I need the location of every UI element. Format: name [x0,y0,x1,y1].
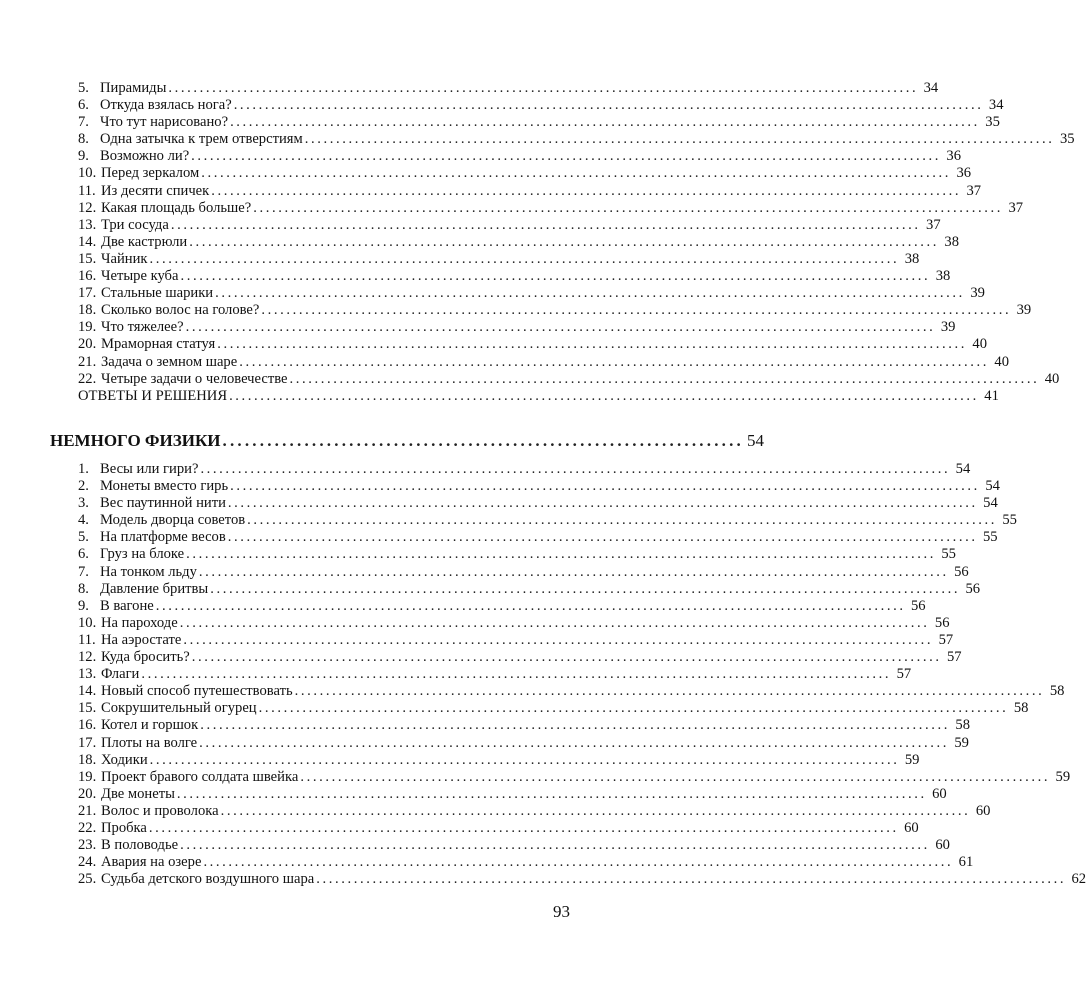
entry-number: 22. [78,370,97,387]
dot-leader: ........................................................................................................................ [230,478,980,495]
dot-leader: ........................................................................................................................ [253,199,1004,216]
entry-title: Из десяти спичек [101,182,210,199]
entry-page-number: 37 [1008,199,1024,216]
entry-number: 19. [78,768,97,785]
entry-page-number: 36 [956,165,972,182]
entry-number: 8. [78,131,89,148]
entry-number: 8. [78,580,89,597]
entry-title: Куда бросить? [101,649,190,666]
dot-leader: ........................................................................................................................ [185,319,936,336]
entry-page-number: 58 [1013,700,1029,717]
entry-page-number: 39 [1016,302,1032,319]
dot-leader: ........................................................................................................................ [233,97,984,114]
toc-entry[interactable] [78,837,950,854]
entry-page-number: 54 [985,478,1000,495]
entry-number: 21. [78,353,97,370]
dot-leader: ........................................................................................................................ [203,854,954,871]
entry-number: 7. [78,114,89,131]
entry-title: Пирамиды [100,80,167,96]
toc-entry[interactable] [78,97,1004,114]
entry-title: На аэростате [101,631,182,648]
dot-leader: ........................................................................................................................ [170,216,921,233]
toc-entry[interactable] [78,216,941,234]
entry-page-number: 57 [946,649,962,666]
section-heading[interactable] [50,430,764,452]
page-number: 93 [553,902,570,921]
dot-leader: ...................................................................... [222,431,744,450]
entry-title: Вес паутинной нити [100,495,226,512]
toc-entry[interactable] [78,614,950,632]
dot-leader: ........................................................................................................................ [168,80,919,96]
entry-number: 12. [78,649,97,666]
dot-leader: ........................................................................................................................ [179,614,930,631]
toc-entry[interactable] [78,819,919,837]
dot-leader: ........................................................................................................................ [316,871,1067,888]
entry-page-number: 60 [904,819,919,836]
entry-title: Груз на блоке [100,546,185,563]
dot-leader: ........................................................................................................................ [227,495,978,512]
dot-leader: ........................................................................................................................ [239,353,990,370]
entry-page-number: 40 [994,353,1010,370]
dot-leader: ........................................................................................................................ [191,148,941,165]
toc-entry[interactable] [78,250,920,268]
entry-title: В вагоне [100,597,154,614]
entry-page-number: 56 [954,563,969,580]
toc-entry[interactable] [78,370,1060,388]
toc-entry[interactable] [78,871,1086,888]
entry-title: Пробка [101,819,147,836]
entry-page-number: 35 [985,114,1000,131]
entry-title: Задача о земном шаре [101,353,238,370]
entry-title: Чайник [101,250,148,267]
entry-page-number: 62 [1071,871,1086,888]
entry-page-number: 36 [946,148,961,165]
entry-number: 20. [78,336,97,353]
entry-number: 13. [78,666,97,683]
entry-title: Возможно ли? [100,148,190,165]
entry-page-number: 39 [970,285,985,302]
entry-number: 4. [78,512,89,529]
entry-page-number: 54 [955,461,971,477]
toc-entry[interactable] [78,546,956,563]
entry-page-number: 39 [940,319,956,336]
dot-leader: ........................................................................................................................ [229,387,979,404]
dot-leader: ........................................................................................................................ [186,546,936,563]
entry-page-number: 59 [1055,768,1071,785]
entry-page-number: 38 [935,268,951,285]
entry-number: 13. [78,216,97,233]
toc-entry[interactable] [78,854,974,871]
entry-number: 11. [78,182,96,199]
toc-entry[interactable] [78,631,954,649]
entry-number: 25. [78,871,97,888]
dot-leader: ........................................................................................................................ [200,461,951,477]
dot-leader: ........................................................................................................................ [215,285,965,302]
toc-entry[interactable] [78,114,1000,131]
entry-number: 18. [78,302,97,319]
dot-leader: ........................................................................................................................ [198,563,949,580]
entry-number: 7. [78,563,89,580]
entry-page-number: 34 [988,97,1004,114]
toc-entry[interactable] [78,495,998,512]
entry-title: Мраморная статуя [101,336,216,353]
toc-entry[interactable] [78,734,969,752]
entry-title: Плоты на волге [101,734,198,751]
entry-number: 12. [78,199,97,216]
entry-number: 5. [78,80,89,96]
entry-number: 16. [78,717,97,734]
dot-leader: ........................................................................................................................ [183,631,934,648]
dot-leader: ........................................................................................................................ [217,336,968,353]
entry-number: 20. [78,785,97,802]
dot-leader: ........................................................................................................................ [176,785,927,802]
entry-page-number: 59 [954,734,969,751]
entry-title: Давление бритвы [100,580,209,597]
entry-page-number: 58 [1049,683,1065,700]
entry-title: Волос и проволока [101,802,219,819]
toc-entry[interactable] [78,182,982,200]
toc-entry[interactable] [78,353,1010,371]
entry-title: Сколько волос на голове? [101,302,260,319]
entry-page-number: 35 [1059,131,1075,148]
entry-title: На тонком льду [100,563,197,580]
entry-title: Четыре куба [101,268,179,285]
toc-entry[interactable] [78,319,956,336]
entry-title: Проект бравого солдата швейка [101,768,299,785]
entry-number: 5. [78,529,89,546]
entry-title: Сокрушительный огурец [101,700,257,717]
entry-title: Четыре задачи о человечестве [101,370,288,387]
toc-entry[interactable] [78,80,939,97]
entry-title: Модель дворца советов [100,512,246,529]
entry-number: 16. [78,268,97,285]
entry-page-number: 41 [984,387,999,404]
toc-entry[interactable] [78,478,1000,495]
entry-title: Стальные шарики [101,285,214,302]
entry-number: 21. [78,802,97,819]
entry-page-number: 58 [955,717,971,734]
entry-number: 6. [78,97,89,114]
entry-title: Что тут нарисовано? [100,114,229,131]
entry-number: 1. [78,461,89,477]
dot-leader: ........................................................................................................................ [289,370,1040,387]
dot-leader: ........................................................................................................................ [149,751,900,768]
entry-number: 15. [78,250,97,267]
dot-leader: ........................................................................................................................ [211,182,962,199]
entry-title: Перед зеркалом [101,165,200,182]
dot-leader: ........................................................................................................................ [304,131,1055,148]
toc-entry[interactable] [78,512,1017,529]
entry-number: 11. [78,631,96,648]
entry-title: На платформе весов [100,529,226,546]
entry-page-number: 55 [941,546,956,563]
section-title: НЕМНОГО ФИЗИКИ [50,431,221,450]
entry-page-number: 54 [983,495,998,512]
dot-leader: ........................................................................................................................ [189,233,940,250]
entry-page-number: 38 [904,250,920,267]
toc-entry[interactable] [78,785,947,803]
toc-entry[interactable] [78,768,1071,786]
entry-title: Откуда взялась нога? [100,97,232,114]
toc-entry[interactable] [78,717,971,734]
entry-number: 17. [78,285,97,302]
entry-title: Три сосуда [101,216,169,233]
entry-page-number: 34 [923,80,939,96]
toc-entry[interactable] [78,700,1029,717]
dot-leader: ........................................................................................................................ [201,165,952,182]
dot-leader: ........................................................................................................................ [258,700,1009,717]
dot-leader: ........................................................................................................................ [148,819,899,836]
toc-entry[interactable] [78,131,1075,148]
dot-leader: ........................................................................................................................ [261,302,1012,319]
toc-entry[interactable] [78,649,962,666]
entry-page-number: 60 [932,785,947,802]
entry-title: Одна затычка к трем отверстиям [100,131,303,148]
entry-title: Какая площадь больше? [101,199,252,216]
entry-page-number: 57 [896,666,912,683]
entry-title: Две кастрюли [101,233,188,250]
toc-entry[interactable] [78,268,951,285]
toc-entry[interactable] [78,199,1024,217]
entry-title: Ходики [101,751,148,768]
entry-page-number: 60 [935,837,950,854]
toc-entry[interactable] [78,461,971,478]
toc-list-puzzles [78,80,1075,405]
dot-leader: ........................................................................................................................ [141,666,892,683]
dot-leader: ........................................................................................................................ [200,717,951,734]
entry-title: В половодье [101,837,179,854]
dot-leader: ........................................................................................................................ [155,597,906,614]
entry-title: Авария на озере [101,854,202,871]
dot-leader: ........................................................................................................................ [210,580,961,597]
entry-page-number: 56 [965,580,981,597]
entry-page-number: 55 [982,529,998,546]
entry-number: 14. [78,683,97,700]
entry-title: Что тяжелее? [101,319,184,336]
toc-list-physics [78,461,1086,888]
entry-page-number: 38 [944,233,960,250]
toc-entry[interactable] [78,285,985,302]
dot-leader: ........................................................................................................................ [199,734,949,751]
entry-title: На пароходе [101,614,178,631]
entry-page-number: 56 [910,597,926,614]
entry-number: 2. [78,478,89,495]
dot-leader: ........................................................................................................................ [149,250,900,267]
toc-entry[interactable] [78,165,972,182]
entry-number: 15. [78,700,97,717]
entry-page-number: 56 [934,614,950,631]
toc-entry[interactable] [78,563,969,581]
entry-title: Монеты вместо гирь [100,478,229,495]
section-page-number: 54 [747,431,764,450]
entry-title: Судьба детского воздушного шара [101,871,315,888]
dot-leader: ........................................................................................................................ [191,649,942,666]
dot-leader: ........................................................................................................................ [247,512,997,529]
entry-page-number: 37 [966,182,982,199]
toc-entry[interactable] [78,751,920,769]
toc-entry[interactable] [78,387,999,405]
entry-page-number: 57 [938,631,954,648]
dot-leader: ........................................................................................................................ [180,268,931,285]
entry-title: ОТВЕТЫ И РЕШЕНИЯ [78,387,228,404]
entry-title: Котел и горшок [101,717,199,734]
entry-page-number: 60 [975,802,991,819]
dot-leader: ........................................................................................................................ [220,802,971,819]
entry-number: 22. [78,819,97,836]
entry-number: 6. [78,546,89,563]
entry-number: 3. [78,495,89,512]
entry-number: 14. [78,233,97,250]
entry-title: Флаги [101,666,140,683]
toc-entry[interactable] [78,302,1032,319]
entry-page-number: 61 [958,854,974,871]
entry-page-number: 59 [904,751,920,768]
dot-leader: ........................................................................................................................ [227,529,978,546]
entry-number: 9. [78,148,89,165]
entry-number: 18. [78,751,97,768]
entry-number: 17. [78,734,97,751]
dot-leader: ........................................................................................................................ [230,114,980,131]
dot-leader: ........................................................................................................................ [300,768,1051,785]
toc-entry[interactable] [78,233,960,251]
entry-number: 19. [78,319,97,336]
toc-entry[interactable] [78,580,981,598]
toc-entry[interactable] [78,802,991,820]
toc-entry[interactable] [78,529,998,546]
dot-leader: ........................................................................................................................ [294,683,1045,700]
entry-number: 9. [78,597,89,614]
entry-page-number: 40 [972,336,988,353]
toc-entry[interactable] [78,666,912,683]
entry-page-number: 40 [1044,370,1060,387]
toc-entry[interactable] [78,597,926,615]
entry-number: 24. [78,854,97,871]
entry-number: 10. [78,614,97,631]
dot-leader: ........................................................................................................................ [180,837,930,854]
entry-page-number: 37 [926,216,941,233]
entry-number: 10. [78,165,97,182]
toc-entry[interactable] [78,148,961,165]
entry-title: Новый способ путешествовать [101,683,293,700]
entry-page-number: 55 [1002,512,1017,529]
toc-entry[interactable] [78,683,1065,700]
entry-number: 23. [78,837,97,854]
entry-title: Две монеты [101,785,175,802]
toc-entry[interactable] [78,336,988,353]
entry-title: Весы или гири? [100,461,199,477]
